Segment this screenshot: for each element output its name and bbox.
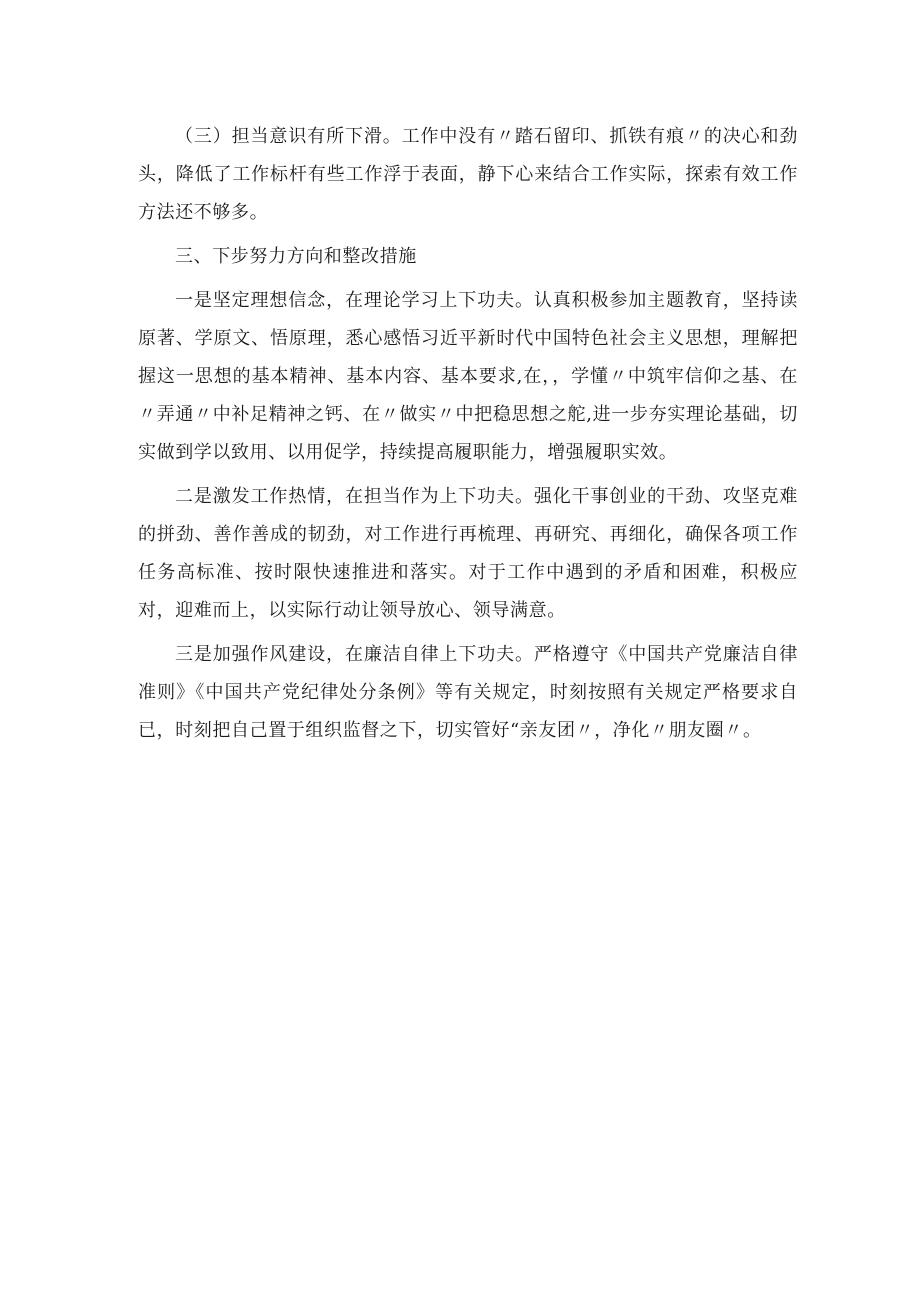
section-heading-rectification: 三、下步努力方向和整改措施: [175, 246, 417, 267]
document-body: [138, 118, 798, 756]
paragraph-work-style: 三是加强作风建设，在廉洁自律上下功夫。严格遵守《中国共产党廉洁自律准则》《中国共产党纪律处分条例》等有关规定，时刻按照有关规定严格要求自已，时刻把自己置于组织监督之下，切实管好“亲友团〃，净化〃朋友圈〃。: [138, 644, 798, 741]
paragraph-responsibility-decline: （三）担当意识有所下滑。工作中没有〃踏石留印、抓铁有痕〃的决心和劲头，降低了工作标杆有些工作浮于表面，静下心来结合工作实际，探索有效工作方法还不够多。: [138, 126, 798, 223]
paragraph-work-enthusiasm: 二是激发工作热情，在担当作为上下功夫。强化干事创业的干劲、攻坚克难的拼劲、善作善成的韧劲，对工作进行再梳理、再研究、再细化，确保各项工作任务高标准、按时限快速推进和落实。对于工作中遇到的矛盾和困难，积极应对，迎难而上，以实际行动让领导放心、领导满意。: [138, 486, 798, 621]
paragraph-ideals-belief: 一是坚定理想信念，在理论学习上下功夫。认真积极参加主题教育，坚持读原著、学原文、悟原理，悉心感悟习近平新时代中国特色社会主义思想，理解把握这一思想的基本精神、基本内容、基本要求,在，，学懂〃中筑牢信仰之基、在〃弄通〃中补足精神之钙、在〃做实〃中把稳思想之舵,进一步夯实理论基础，切实做到学以致用、以用促学，持续提高履职能力，增强履职实效。: [138, 290, 798, 463]
